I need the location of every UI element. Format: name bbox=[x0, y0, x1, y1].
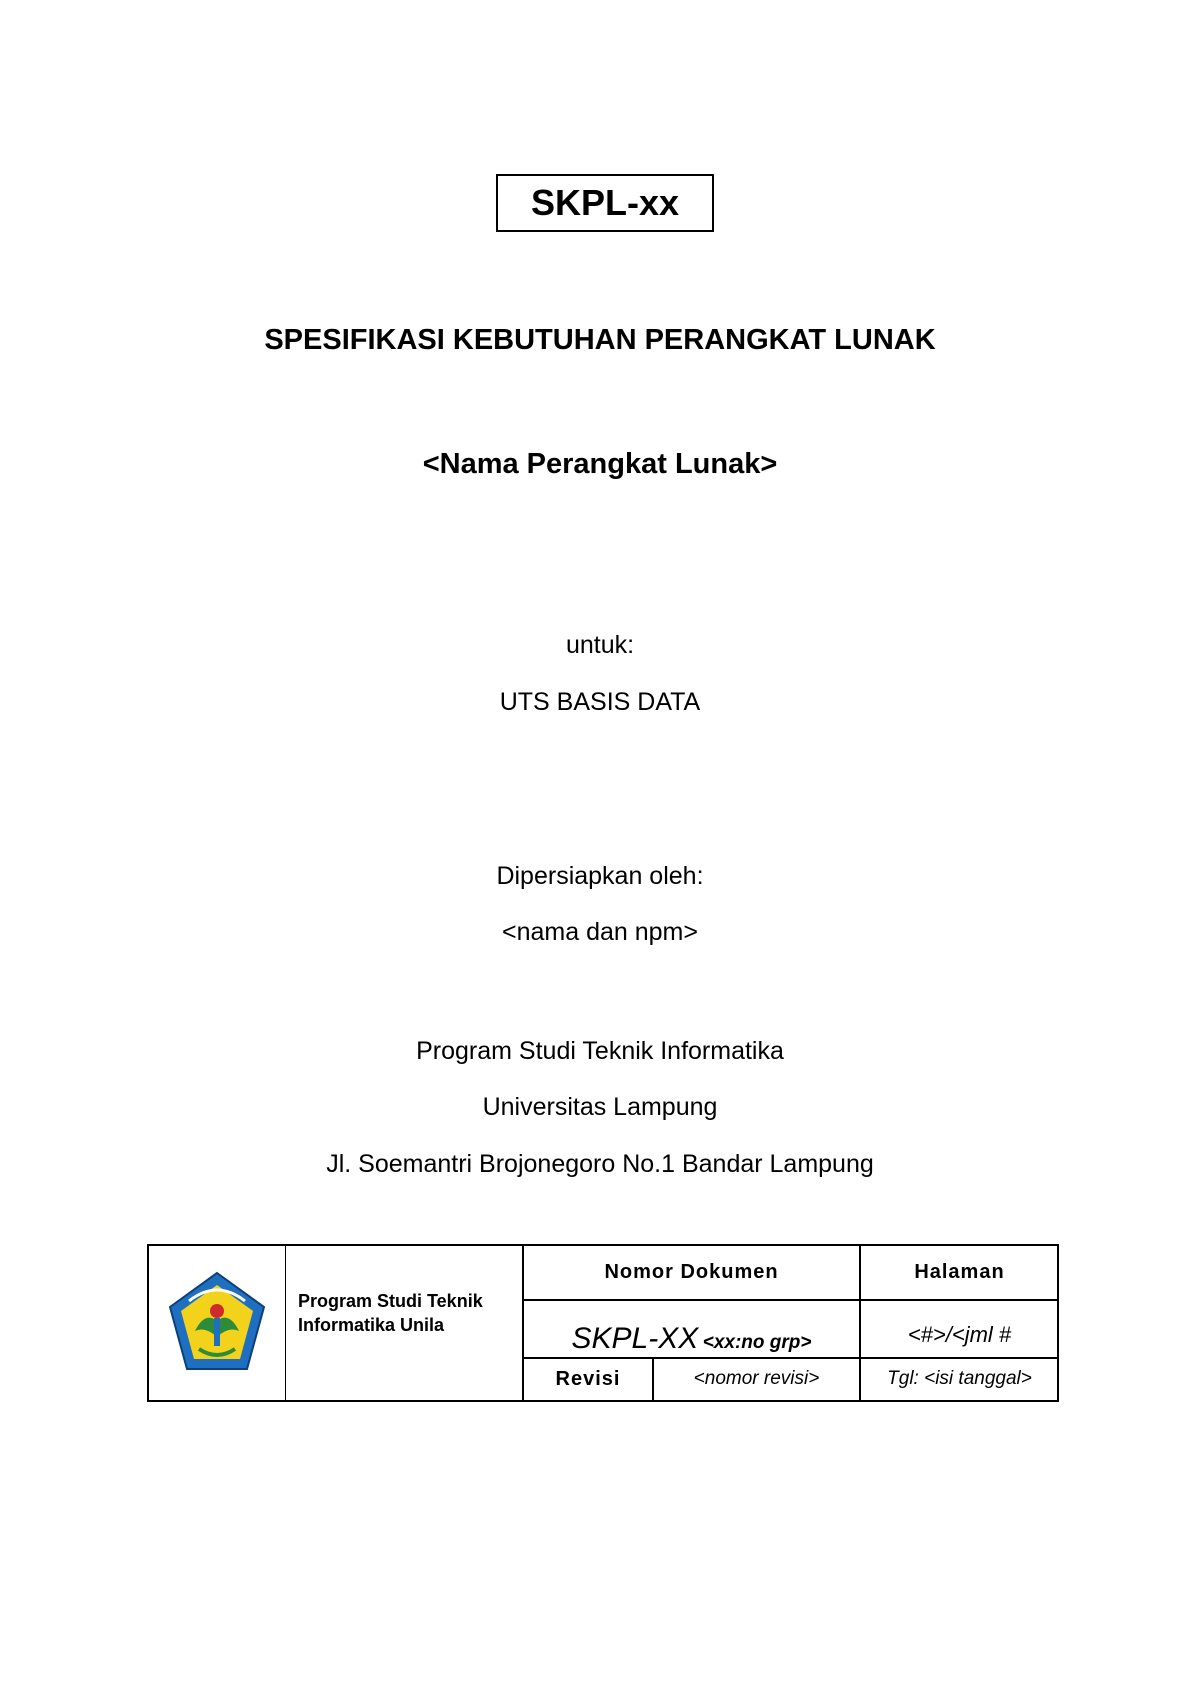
software-name: <Nama Perangkat Lunak> bbox=[422, 448, 778, 480]
prepared-label: Dipersiapkan oleh: bbox=[496, 862, 704, 890]
organization-name bbox=[286, 1244, 523, 1402]
university-logo-icon bbox=[165, 1271, 269, 1375]
page-header: Halaman bbox=[914, 1260, 1005, 1283]
for-value: UTS BASIS DATA bbox=[499, 688, 701, 716]
org-line1: Program Studi Teknik bbox=[298, 1291, 483, 1311]
document-footer-table bbox=[147, 1244, 1059, 1402]
revision-value: <nomor revisi> bbox=[693, 1368, 820, 1389]
prepared-value: <nama dan npm> bbox=[502, 918, 698, 946]
institution-line1: Program Studi Teknik Informatika bbox=[416, 1037, 784, 1065]
org-line2: Informatika Unila bbox=[298, 1315, 445, 1335]
for-label: untuk: bbox=[565, 631, 635, 659]
page-number-value: <#>/<jml # bbox=[907, 1322, 1012, 1347]
institution-line2: Universitas Lampung bbox=[482, 1093, 718, 1121]
doc-number-value bbox=[523, 1300, 860, 1358]
revision-label: Revisi bbox=[555, 1367, 621, 1390]
document-title: SPESIFIKASI KEBUTUHAN PERANGKAT LUNAK bbox=[264, 324, 936, 356]
document-code: SKPL-xx bbox=[530, 182, 680, 223]
date-value: Tgl: <isi tanggal> bbox=[887, 1368, 1032, 1389]
doc-number-main: SKPL-XX bbox=[571, 1322, 699, 1355]
doc-number-suffix: <xx:no grp> bbox=[702, 1332, 812, 1353]
document-code-box bbox=[496, 174, 714, 232]
doc-number-header: Nomor Dokumen bbox=[604, 1260, 779, 1283]
university-logo bbox=[147, 1244, 286, 1402]
institution-line3: Jl. Soemantri Brojonegoro No.1 Bandar Lampung bbox=[326, 1150, 874, 1178]
